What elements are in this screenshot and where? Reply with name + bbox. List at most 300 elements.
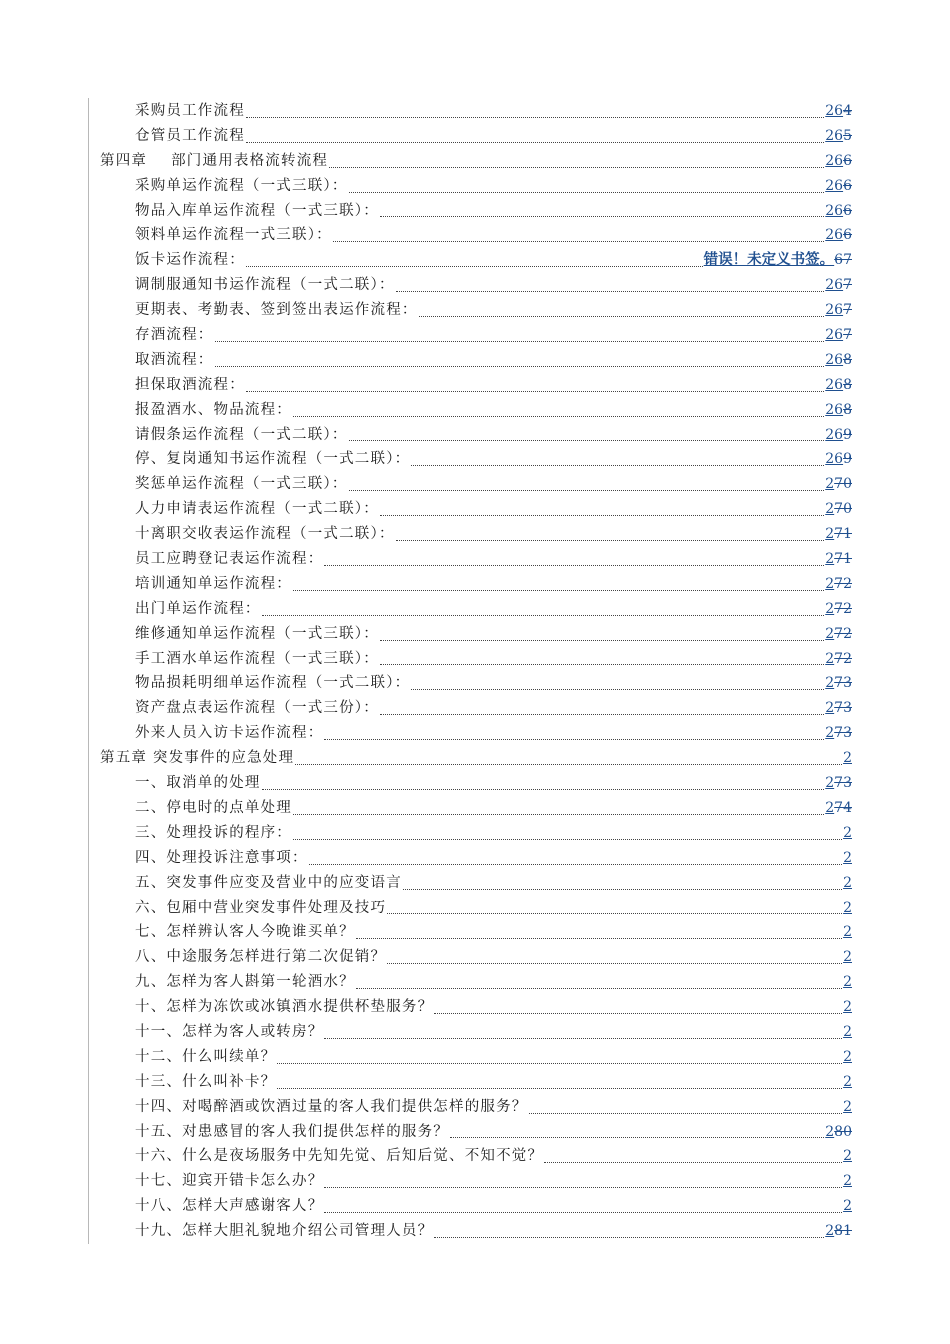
- toc-page-number[interactable]: [843, 1144, 852, 1169]
- deleted-page-digits: 6: [843, 227, 852, 244]
- dot-leader: [324, 1211, 842, 1213]
- toc-title-text: 出门单运作流程：: [135, 600, 261, 617]
- toc-entry-title: [135, 597, 261, 622]
- page-number-link[interactable]: 26: [825, 277, 844, 294]
- toc-entry-title: [135, 896, 386, 921]
- toc-entry-title: [135, 1070, 276, 1095]
- dot-leader: [544, 1161, 842, 1163]
- deleted-page-digits: 6: [843, 202, 852, 219]
- toc-entry[interactable]: [100, 597, 852, 622]
- deleted-page-digits: 9: [843, 451, 852, 468]
- dot-leader: [419, 315, 825, 317]
- toc-title-text: 第四章: [100, 152, 148, 169]
- toc-title-text: 十五、对患感冒的客人我们提供怎样的服务？: [135, 1123, 449, 1140]
- toc-entry[interactable]: [100, 547, 852, 572]
- toc-title-text: 更期表、考勤表、签到签出表运作流程：: [135, 302, 418, 319]
- toc-entry[interactable]: [100, 199, 852, 224]
- dot-leader: [293, 415, 824, 417]
- toc-page-number[interactable]: [843, 896, 852, 921]
- toc-title-text: 十、怎样为冻饮或冰镇酒水提供杯垫服务？: [135, 999, 434, 1016]
- toc-page-number[interactable]: [704, 248, 852, 273]
- toc-page-number[interactable]: [825, 423, 852, 448]
- toc-entry[interactable]: [100, 1070, 852, 1095]
- toc-entry-title: [135, 622, 379, 647]
- table-of-contents: [100, 99, 852, 1244]
- dot-leader: [380, 663, 824, 665]
- toc-entry-title: [135, 796, 292, 821]
- toc-entry-title: [135, 821, 292, 846]
- page-number-link[interactable]: 2: [825, 625, 835, 642]
- toc-entry-title: [135, 771, 261, 796]
- toc-entry[interactable]: [100, 821, 852, 846]
- toc-entry-title: [135, 1120, 449, 1145]
- toc-entry-title: [135, 995, 433, 1020]
- deleted-page-digits: 73: [834, 700, 852, 717]
- toc-title-text: 存酒流程：: [135, 327, 214, 344]
- toc-entry[interactable]: [100, 771, 852, 796]
- toc-title-text: 一、取消单的处理: [135, 775, 261, 792]
- dot-leader: [411, 464, 824, 466]
- dot-leader: [411, 688, 824, 690]
- page-number-link[interactable]: 2: [843, 899, 852, 916]
- toc-entry[interactable]: [100, 696, 852, 721]
- page-number-link[interactable]: 26: [825, 152, 844, 169]
- page-number-link[interactable]: 2: [825, 799, 835, 816]
- toc-entry[interactable]: [100, 896, 852, 921]
- toc-entry[interactable]: [100, 273, 852, 298]
- toc-page-number[interactable]: [825, 174, 852, 199]
- page-number-link[interactable]: 2: [843, 1023, 852, 1040]
- toc-title-text: 四、处理投诉注意事项：: [135, 849, 308, 866]
- page-number-link[interactable]: 2: [843, 1098, 852, 1115]
- page-number-link[interactable]: 2: [843, 1073, 852, 1090]
- dot-leader: [356, 937, 842, 939]
- toc-entry[interactable]: [100, 447, 852, 472]
- toc-page-number[interactable]: [825, 647, 852, 672]
- page-number-link[interactable]: 26: [825, 202, 844, 219]
- dot-leader: [215, 340, 825, 342]
- toc-entry-title: [135, 199, 379, 224]
- page-number-link[interactable]: 26: [825, 327, 844, 344]
- toc-page-number[interactable]: [843, 1095, 852, 1120]
- page-number-link[interactable]: 2: [843, 924, 852, 941]
- page-number-link[interactable]: 26: [825, 351, 844, 368]
- toc-page-number[interactable]: [825, 199, 852, 224]
- toc-entry-title: [135, 945, 386, 970]
- left-margin-line: [88, 98, 89, 1244]
- deleted-page-digits: 72: [834, 650, 852, 667]
- dot-leader: [246, 390, 824, 392]
- bookmark-error-text[interactable]: 错误！未定义书签。: [703, 252, 835, 269]
- page-number-link[interactable]: 2: [843, 1148, 852, 1165]
- page-number-link[interactable]: 26: [825, 127, 844, 144]
- deleted-page-digits: 72: [834, 575, 852, 592]
- page-number-link[interactable]: 26: [825, 451, 844, 468]
- page-number-link[interactable]: 26: [825, 177, 844, 194]
- toc-title-text: 领料单运作流程一式三联）：: [135, 227, 332, 244]
- deleted-page-digits: 6: [843, 152, 852, 169]
- toc-entry-title: [135, 472, 348, 497]
- deleted-page-digits: 70: [834, 476, 852, 493]
- deleted-page-digits: 8: [843, 376, 852, 393]
- toc-title-text: 人力申请表运作流程（一式二联）：: [135, 501, 379, 518]
- dot-leader: [380, 713, 824, 715]
- toc-entry[interactable]: [100, 572, 852, 597]
- dot-leader: [277, 1062, 842, 1064]
- toc-entry[interactable]: [100, 1144, 852, 1169]
- page-number-link[interactable]: 2: [843, 874, 852, 891]
- page-number-link[interactable]: 2: [825, 675, 835, 692]
- toc-page-number[interactable]: [843, 746, 852, 771]
- dot-leader: [349, 439, 825, 441]
- toc-entry[interactable]: [100, 497, 852, 522]
- toc-title-text: 调制服通知书运作流程（一式二联）：: [135, 277, 395, 294]
- toc-entry-title: [135, 447, 410, 472]
- dot-leader: [324, 564, 824, 566]
- toc-title-text: 担保取酒流程：: [135, 376, 245, 393]
- toc-page-number[interactable]: [825, 398, 852, 423]
- toc-page-number[interactable]: [825, 373, 852, 398]
- toc-title-text: 物品损耗明细单运作流程（一式二联）：: [135, 675, 411, 692]
- page-number-link[interactable]: 2: [825, 575, 835, 592]
- toc-entry-title: [135, 248, 245, 273]
- deleted-page-digits: 8: [843, 401, 852, 418]
- toc-page-number[interactable]: [825, 796, 852, 821]
- toc-title-text: 七、怎样辨认客人今晚谁买单？: [135, 924, 355, 941]
- toc-entry-title: [135, 298, 418, 323]
- dot-leader: [356, 987, 842, 989]
- toc-page-number[interactable]: [825, 99, 852, 124]
- toc-entry[interactable]: [100, 1095, 852, 1120]
- toc-page-number[interactable]: [825, 771, 852, 796]
- toc-page-number[interactable]: [825, 1219, 852, 1244]
- dot-leader: [434, 1236, 824, 1238]
- toc-entry-title: [135, 174, 348, 199]
- deleted-page-digits: 80: [834, 1123, 852, 1140]
- toc-title-text: 十一、怎样为客人或转房？: [135, 1023, 324, 1040]
- toc-entry[interactable]: [100, 721, 852, 746]
- toc-entry[interactable]: [100, 323, 852, 348]
- deleted-page-digits: 9: [843, 426, 852, 443]
- toc-page-number[interactable]: [825, 597, 852, 622]
- page-number-link[interactable]: 2: [825, 476, 835, 493]
- toc-entry-title: [135, 1194, 323, 1219]
- toc-entry-title: [135, 547, 323, 572]
- dot-leader: [262, 788, 825, 790]
- page-number-link[interactable]: 2: [843, 999, 852, 1016]
- dot-leader: [434, 1012, 842, 1014]
- page-number-link[interactable]: 2: [843, 824, 852, 841]
- dot-leader: [293, 838, 842, 840]
- toc-entry[interactable]: [100, 622, 852, 647]
- toc-entry-title: [135, 871, 402, 896]
- dot-leader: [380, 639, 824, 641]
- dot-leader: [309, 863, 842, 865]
- page-number-link[interactable]: 2: [825, 775, 835, 792]
- dot-leader: [349, 489, 825, 491]
- toc-title-text: 请假条运作流程（一式二联）：: [135, 426, 348, 443]
- dot-leader: [324, 1186, 842, 1188]
- toc-entry-title: [135, 1045, 276, 1070]
- page-number-link[interactable]: 2: [843, 949, 852, 966]
- toc-entry[interactable]: [100, 671, 852, 696]
- toc-page-number[interactable]: [825, 572, 852, 597]
- toc-entry-title: [135, 223, 332, 248]
- dot-leader: [396, 290, 825, 292]
- toc-title-text: 第五章 突发事件的应急处理: [100, 750, 295, 767]
- toc-entry[interactable]: [100, 248, 852, 273]
- toc-entry-title: [135, 373, 245, 398]
- toc-title-text: 员工应聘登记表运作流程：: [135, 551, 324, 568]
- toc-entry[interactable]: [100, 298, 852, 323]
- toc-title-text: 采购单运作流程（一式三联）：: [135, 177, 348, 194]
- toc-entry-title: [135, 647, 379, 672]
- page-number-link[interactable]: 26: [825, 376, 844, 393]
- toc-page-number[interactable]: [825, 472, 852, 497]
- toc-entry[interactable]: [100, 846, 852, 871]
- toc-entry[interactable]: [100, 746, 852, 771]
- toc-entry-title: [135, 920, 355, 945]
- toc-entry-title: [100, 746, 294, 771]
- toc-title-text: 十六、什么是夜场服务中先知先觉、后知后觉、不知不觉？: [135, 1148, 544, 1165]
- toc-entry[interactable]: [100, 348, 852, 373]
- toc-entry[interactable]: [100, 423, 852, 448]
- dot-leader: [246, 265, 703, 267]
- dot-leader: [349, 191, 825, 193]
- toc-entry[interactable]: [100, 522, 852, 547]
- toc-page-number[interactable]: [825, 696, 852, 721]
- page-number-link[interactable]: 26: [825, 426, 844, 443]
- toc-page-number[interactable]: [843, 871, 852, 896]
- dot-leader: [396, 539, 825, 541]
- toc-title-text: 奖惩单运作流程（一式三联）：: [135, 476, 348, 493]
- toc-entry[interactable]: [100, 99, 852, 124]
- dot-leader: [329, 166, 824, 168]
- page-number-link[interactable]: 2: [825, 650, 835, 667]
- deleted-page-digits: 73: [834, 725, 852, 742]
- toc-entry[interactable]: [100, 871, 852, 896]
- page-number-link[interactable]: 2: [843, 1173, 852, 1190]
- toc-title-text: 十二、什么叫续单？: [135, 1048, 277, 1065]
- toc-entry-title: [135, 124, 245, 149]
- toc-page-number[interactable]: [843, 1169, 852, 1194]
- toc-page-number[interactable]: [843, 995, 852, 1020]
- toc-entry[interactable]: [100, 472, 852, 497]
- toc-entry[interactable]: [100, 970, 852, 995]
- toc-title-text: 外来人员入访卡运作流程：: [135, 725, 324, 742]
- toc-page-number[interactable]: [825, 149, 852, 174]
- toc-entry[interactable]: [100, 1194, 852, 1219]
- deleted-page-digits: 6: [843, 177, 852, 194]
- toc-entry-title: [135, 970, 355, 995]
- toc-entry-title: [100, 149, 328, 174]
- toc-title-text: 培训通知单运作流程：: [135, 575, 292, 592]
- toc-entry-title: [135, 1020, 323, 1045]
- toc-entry-title: [135, 423, 348, 448]
- toc-page-number[interactable]: [825, 522, 852, 547]
- deleted-page-digits: 73: [834, 775, 852, 792]
- deleted-page-digits: 72: [834, 625, 852, 642]
- toc-page-number[interactable]: [825, 447, 852, 472]
- toc-title-text: 资产盘点表运作流程（一式三份）：: [135, 700, 379, 717]
- deleted-page-digits: 7: [843, 277, 852, 294]
- deleted-page-digits: 72: [834, 600, 852, 617]
- page-number-link[interactable]: 2: [825, 725, 835, 742]
- toc-page-number[interactable]: [843, 821, 852, 846]
- toc-page-number[interactable]: [843, 846, 852, 871]
- deleted-page-digits: 74: [834, 799, 852, 816]
- page-number-link[interactable]: 2: [843, 974, 852, 991]
- toc-entry-title: [135, 273, 395, 298]
- toc-title-text: 二、停电时的点单处理: [135, 799, 292, 816]
- toc-entry-title: [135, 99, 245, 124]
- toc-entry[interactable]: [100, 945, 852, 970]
- toc-entry-title: [135, 323, 214, 348]
- toc-entry[interactable]: [100, 1120, 852, 1145]
- toc-entry-title: [135, 1169, 323, 1194]
- toc-page-number[interactable]: [843, 970, 852, 995]
- toc-entry[interactable]: [100, 398, 852, 423]
- toc-title-text: 三、处理投诉的程序：: [135, 824, 292, 841]
- toc-page-number[interactable]: [825, 223, 852, 248]
- dot-leader: [293, 813, 824, 815]
- dot-leader: [215, 365, 825, 367]
- toc-page-number[interactable]: [843, 920, 852, 945]
- toc-entry[interactable]: [100, 149, 852, 174]
- deleted-page-digits: 7: [843, 302, 852, 319]
- toc-title-text: 停、复岗通知书运作流程（一式二联）：: [135, 451, 411, 468]
- toc-page-number[interactable]: [825, 323, 852, 348]
- deleted-page-digits: 7: [843, 327, 852, 344]
- toc-entry-title: [135, 696, 379, 721]
- dot-leader: [295, 763, 842, 765]
- page-number-link[interactable]: 2: [843, 750, 852, 767]
- toc-title-text: 十七、迎宾开错卡怎么办？: [135, 1173, 324, 1190]
- toc-entry-title: [135, 1095, 528, 1120]
- page-number-link[interactable]: 2: [825, 551, 835, 568]
- toc-page-number[interactable]: [825, 671, 852, 696]
- toc-entry[interactable]: [100, 174, 852, 199]
- dot-leader: [387, 912, 842, 914]
- toc-title-text: 六、包厢中营业突发事件处理及技巧: [135, 899, 387, 916]
- page-number-link[interactable]: 26: [825, 227, 844, 244]
- dot-leader: [324, 1037, 842, 1039]
- toc-entry-title: [135, 1219, 433, 1244]
- deleted-page-digits: 71: [834, 551, 852, 568]
- toc-entry[interactable]: [100, 1045, 852, 1070]
- dot-leader: [293, 589, 824, 591]
- dot-leader: [403, 888, 842, 890]
- page-number-link[interactable]: 26: [825, 103, 844, 119]
- toc-title-text: 饭卡运作流程：: [135, 252, 245, 269]
- page-number-link[interactable]: 2: [825, 526, 835, 543]
- deleted-page-digits: 73: [834, 675, 852, 692]
- page-number-link[interactable]: 2: [825, 501, 835, 518]
- dot-leader: [380, 514, 824, 516]
- toc-title-text: 仓管员工作流程: [135, 127, 245, 144]
- page-number-link[interactable]: 2: [843, 1048, 852, 1065]
- toc-title-text: 十四、对喝醉酒或饮酒过量的客人我们提供怎样的服务？: [135, 1098, 528, 1115]
- page-number-link[interactable]: 2: [843, 1198, 852, 1215]
- dot-leader: [450, 1136, 824, 1138]
- toc-entry[interactable]: [100, 223, 852, 248]
- toc-page-number[interactable]: [843, 1020, 852, 1045]
- dot-leader: [324, 738, 824, 740]
- toc-entry-title: [135, 497, 379, 522]
- toc-entry[interactable]: [100, 373, 852, 398]
- toc-title-text: 维修通知单运作流程（一式三联）：: [135, 625, 379, 642]
- toc-entry[interactable]: [100, 647, 852, 672]
- page-number-link[interactable]: 2: [825, 1123, 835, 1140]
- toc-entry-title: [135, 671, 410, 696]
- dot-leader: [380, 215, 824, 217]
- toc-page-number[interactable]: [825, 547, 852, 572]
- toc-entry[interactable]: [100, 1020, 852, 1045]
- toc-page-number[interactable]: [825, 1120, 852, 1145]
- toc-page-number[interactable]: [843, 1045, 852, 1070]
- toc-entry[interactable]: [100, 124, 852, 149]
- toc-page-number[interactable]: [843, 1070, 852, 1095]
- toc-entry[interactable]: [100, 1219, 852, 1244]
- page-number-link[interactable]: 26: [825, 302, 844, 319]
- deleted-page-digits: 4: [843, 103, 852, 119]
- toc-entry[interactable]: [100, 995, 852, 1020]
- deleted-page-digits: 67: [834, 252, 852, 269]
- toc-entry-title: [135, 398, 292, 423]
- toc-title-text: 取酒流程：: [135, 351, 214, 368]
- toc-title-text: 十离职交收表运作流程（一式二联）：: [135, 526, 395, 543]
- toc-page-number[interactable]: [843, 945, 852, 970]
- toc-entry-title: [135, 1144, 543, 1169]
- toc-page-number[interactable]: [843, 1194, 852, 1219]
- toc-page-number[interactable]: [825, 348, 852, 373]
- page-number-link[interactable]: 2: [843, 849, 852, 866]
- page-number-link[interactable]: 2: [825, 600, 835, 617]
- toc-title-text: 五、突发事件应变及营业中的应变语言: [135, 874, 402, 891]
- toc-title-text-2: 部门通用表格流转流程: [171, 152, 329, 169]
- deleted-page-digits: 81: [834, 1223, 852, 1240]
- toc-title-text: 采购员工作流程: [135, 103, 245, 119]
- toc-title-text: 十三、什么叫补卡？: [135, 1073, 277, 1090]
- toc-title-text: 八、中途服务怎样进行第二次促销？: [135, 949, 387, 966]
- toc-page-number[interactable]: [825, 298, 852, 323]
- dot-leader: [246, 141, 824, 143]
- toc-page-number[interactable]: [825, 124, 852, 149]
- page-number-link[interactable]: 26: [825, 401, 844, 418]
- dot-leader: [262, 614, 825, 616]
- toc-entry[interactable]: [100, 796, 852, 821]
- deleted-page-digits: 71: [834, 526, 852, 543]
- toc-page-number[interactable]: [825, 622, 852, 647]
- dot-leader: [277, 1087, 842, 1089]
- toc-page-number[interactable]: [825, 273, 852, 298]
- toc-title-text: 报盈酒水、物品流程：: [135, 401, 292, 418]
- deleted-page-digits: 5: [843, 127, 852, 144]
- toc-entry[interactable]: [100, 920, 852, 945]
- toc-page-number[interactable]: [825, 497, 852, 522]
- dot-leader: [387, 962, 842, 964]
- dot-leader: [333, 240, 824, 242]
- toc-title-text: 九、怎样为客人斟第一轮酒水？: [135, 974, 355, 991]
- page-number-link[interactable]: 2: [825, 700, 835, 717]
- deleted-page-digits: 70: [834, 501, 852, 518]
- toc-page-number[interactable]: [825, 721, 852, 746]
- toc-entry[interactable]: [100, 1169, 852, 1194]
- deleted-page-digits: 8: [843, 351, 852, 368]
- dot-leader: [529, 1112, 843, 1114]
- toc-entry-title: [135, 846, 308, 871]
- page-number-link[interactable]: 2: [825, 1223, 835, 1240]
